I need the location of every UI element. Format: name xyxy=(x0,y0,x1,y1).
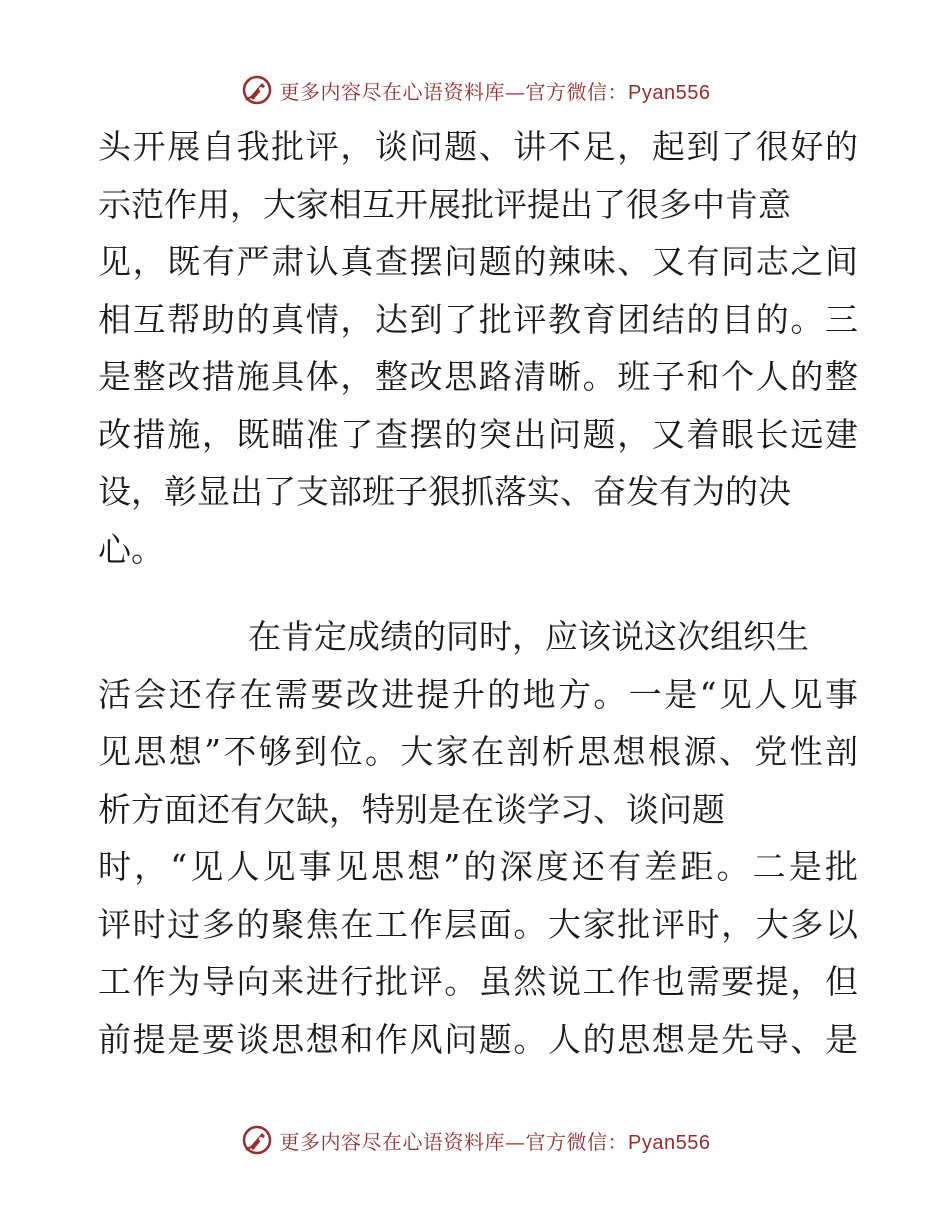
paragraph-1-line: 改措施，既瞄准了查摆的突出问题，又着眼长远建 xyxy=(98,414,858,454)
paragraph-2-line: 评时过多的聚焦在工作层面。大家批评时，大多以 xyxy=(98,904,858,944)
header-banner xyxy=(0,72,950,108)
paragraph-2-line: 前提是要谈思想和作风问题。人的思想是先导、是 xyxy=(98,1019,858,1059)
header-banner-text xyxy=(280,76,711,105)
paragraph-2-line: 活会还存在需要改进提升的地方。一是“见人见事 xyxy=(98,674,858,714)
paragraph-2-line: 在肯定成绩的同时，应该说这次组织生 xyxy=(248,617,809,656)
header-banner-cn: 更多内容尽在心语资料库—官方微信： xyxy=(279,79,629,104)
paragraph-1 xyxy=(98,118,858,578)
paragraph-1-line: 设，彰显出了支部班子狠抓落实、奋发有为的决 xyxy=(98,472,791,511)
footer-banner xyxy=(0,1122,950,1158)
document-body xyxy=(98,118,858,1068)
paragraph-2-line: 析方面还有欠缺，特别是在谈学习、谈问题 xyxy=(98,789,725,829)
paragraph-gap xyxy=(98,578,858,608)
paragraph-1-line: 头开展自我批评，谈问题、讲不足，起到了很好的 xyxy=(98,127,858,166)
paragraph-1-line: 是整改措施具体，整改思路清晰。班子和个人的整 xyxy=(98,357,858,396)
pen-nib-logo-icon xyxy=(240,1123,274,1157)
paragraph-1-line: 见，既有严肃认真查摆问题的辣味、又有同志之间 xyxy=(98,242,858,281)
paragraph-2-line: 见思想”不够到位。大家在剖析思想根源、党性剖 xyxy=(98,732,858,771)
paragraph-1-line: 心。 xyxy=(98,529,164,569)
pen-nib-logo-icon xyxy=(240,73,274,107)
paragraph-2-line: 工作为导向来进行批评。虽然说工作也需要提，但 xyxy=(98,962,858,1001)
footer-banner-cn: 更多内容尽在心语资料库—官方微信： xyxy=(279,1129,629,1154)
paragraph-1-line: 示范作用，大家相互开展批评提出了很多中肯意 xyxy=(98,184,791,224)
paragraph-1-line: 相互帮助的真情，达到了批评教育团结的目的。三 xyxy=(98,299,858,339)
paragraph-2-line: 时，“见人见事见思想”的深度还有差距。二是批 xyxy=(98,847,858,886)
header-banner-wechat-id: Pyan556 xyxy=(628,81,711,104)
paragraph-2 xyxy=(98,608,858,1068)
footer-banner-text xyxy=(280,1126,711,1155)
footer-banner-wechat-id: Pyan556 xyxy=(628,1131,711,1154)
